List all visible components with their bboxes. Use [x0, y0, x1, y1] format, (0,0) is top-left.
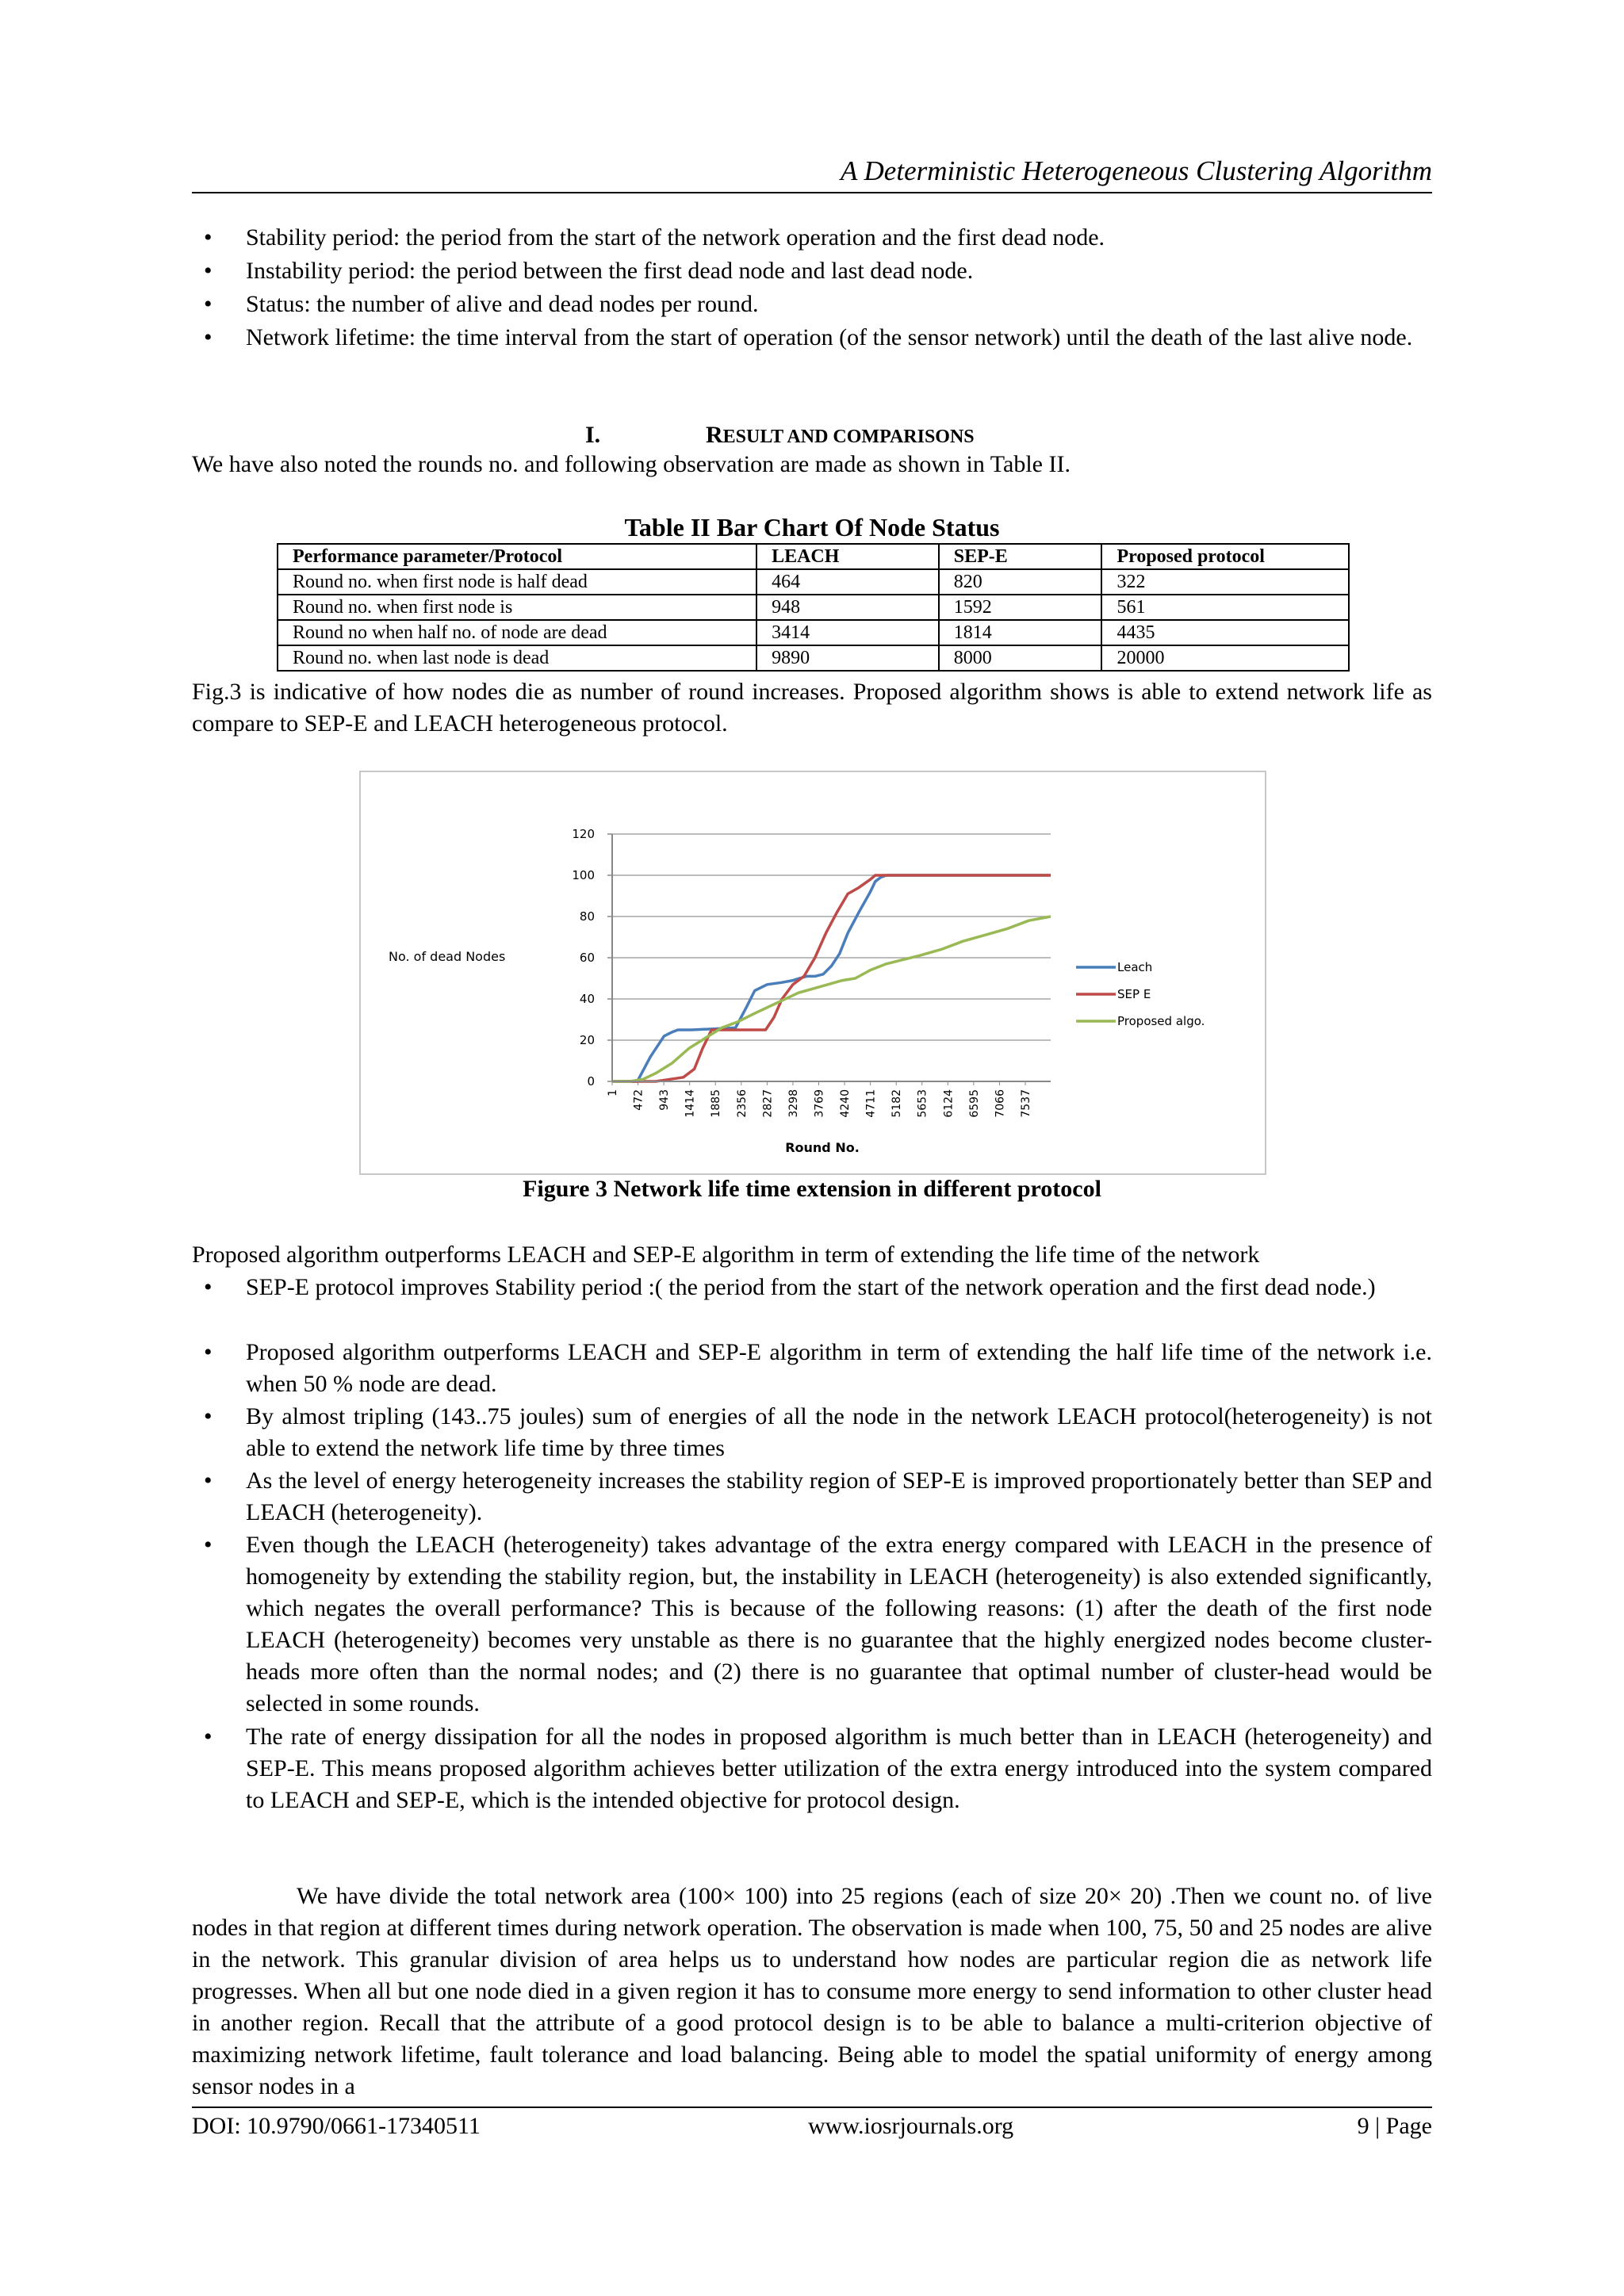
- table-cell: 8000: [939, 645, 1102, 671]
- table-cell: 3414: [756, 620, 939, 645]
- y-tick-label: 60: [579, 951, 595, 965]
- x-tick-label: 472: [632, 1089, 645, 1111]
- footer-website: www.iosrjournals.org: [808, 2113, 1014, 2139]
- x-tick-label: 5182: [891, 1089, 904, 1118]
- bullet-item: • Proposed algorithm outperforms LEACH and SEP-E algorithm in term of extending the half life time of the network i.e. when 50 % node are dead.: [192, 1337, 1432, 1400]
- table-cell: Round no. when first node is: [278, 595, 756, 620]
- table-row: [278, 569, 1349, 595]
- legend-label: SEP E: [1117, 987, 1151, 1001]
- bullet-icon: •: [204, 224, 213, 251]
- legend-label: Leach: [1117, 960, 1153, 974]
- x-axis-label: Round No.: [785, 1140, 860, 1155]
- post-figure-text: Proposed algorithm outperforms LEACH and SEP-E algorithm in term of extending the life time of the network: [192, 1242, 1260, 1268]
- x-tick-label: 6595: [967, 1089, 981, 1118]
- x-tick-label: 1885: [710, 1089, 723, 1118]
- x-tick-label: 4711: [864, 1089, 878, 1118]
- bullet-icon: •: [204, 324, 213, 350]
- table-cell: Round no when half no. of node are dead: [278, 620, 756, 645]
- bullet-icon: •: [204, 1274, 213, 1300]
- y-tick-label: 100: [572, 868, 595, 882]
- table-cell: 948: [756, 595, 939, 620]
- bullet-icon: •: [204, 291, 213, 317]
- table-header-cell: LEACH: [756, 544, 939, 569]
- definition-item: • Instability period: the period between the first dead node and last dead node.: [192, 255, 1432, 287]
- definition-item: • Status: the number of alive and dead nodes per round.: [192, 289, 1432, 320]
- table-cell: 561: [1101, 595, 1349, 620]
- footer-rule: [192, 2107, 1432, 2108]
- x-tick-label: 2827: [761, 1089, 775, 1118]
- chart-legend: [1076, 960, 1205, 1028]
- section-title: RESULT AND COMPARISONS: [706, 422, 975, 448]
- y-tick-label: 20: [579, 1033, 595, 1047]
- y-tick-label: 40: [579, 992, 595, 1006]
- dead-nodes-line-chart: [361, 772, 1265, 1173]
- table-cell: Round no. when last node is dead: [278, 645, 756, 671]
- node-status-table: [277, 543, 1350, 672]
- table-cell: 4435: [1101, 620, 1349, 645]
- running-header: A Deterministic Heterogeneous Clustering Algorithm: [841, 155, 1432, 186]
- table-cell: 1814: [939, 620, 1102, 645]
- x-tick-label: 5653: [916, 1089, 929, 1118]
- x-tick-label: 943: [658, 1089, 672, 1111]
- series-lines: [612, 875, 1051, 1081]
- x-tick-label: 1: [607, 1089, 619, 1096]
- x-tick-label: 7537: [1019, 1089, 1032, 1118]
- table-cell: Round no. when first node is half dead: [278, 569, 756, 595]
- x-tick-label: 4240: [839, 1089, 852, 1118]
- table-header-row: [278, 544, 1349, 569]
- bullet-icon: •: [204, 1403, 213, 1429]
- footer-doi: DOI: 10.9790/0661-17340511: [192, 2113, 481, 2139]
- table-caption: Table II Bar Chart Of Node Status: [624, 513, 1000, 541]
- table-row: [278, 645, 1349, 671]
- x-axis-ticks: [607, 1081, 1032, 1118]
- intro-text: We have also noted the rounds no. and following observation are made as shown in Table II.: [192, 451, 1071, 477]
- y-tick-label: 120: [572, 827, 595, 841]
- x-tick-label: 1414: [684, 1089, 697, 1118]
- footer-page-number: 9 | Page: [1357, 2113, 1432, 2139]
- bullet-icon: •: [204, 1468, 213, 1494]
- bullet-icon: •: [204, 258, 213, 284]
- bullet-item: • Even though the LEACH (heterogeneity) takes advantage of the extra energy compared with LEACH in the presence of homogeneity by extending the stability region, but, the instability in LEACH (heterogeneity) is also extended significantly, which negates the overall performance? This is because of the following reasons: (1) after the death of the first node LEACH (heterogeneity) becomes very unstable as there is no guarantee that the highly energized nodes become cluster-heads more often than the normal nodes; and (2) there is no guarantee that optimal number of cluster-head would be selected in some rounds.: [192, 1529, 1432, 1720]
- table-row: [278, 595, 1349, 620]
- x-tick-label: 7066: [994, 1089, 1007, 1118]
- table-cell: 322: [1101, 569, 1349, 595]
- header-rule: [192, 192, 1432, 193]
- definition-item: • Stability period: the period from the start of the network operation and the first dead node.: [192, 222, 1432, 254]
- final-paragraph: We have divide the total network area (100× 100) into 25 regions (each of size 20× 20) .Then we count no. of live nodes in that region at different times during network operation. The observation is made when 100, 75, 50 and 25 nodes are alive in the network. This granular division of area helps us to understand how nodes are particular region die as network life progresses. When all but one node died in a given region it has to consume more energy to send information to other cluster head in another region. Recall that the attribute of a good protocol design is to be able to balance a multi-criterion objective of maximizing network lifetime, fault tolerance and load balancing. Being able to model the spatial uniformity of energy among sensor nodes in a: [192, 1883, 1432, 2099]
- y-axis-ticks: [572, 827, 612, 1089]
- bullet-icon: •: [204, 1339, 213, 1365]
- table-cell: 20000: [1101, 645, 1349, 671]
- series-line-leach: [612, 875, 1051, 1081]
- x-tick-label: 2356: [735, 1089, 749, 1118]
- bullet-item: • SEP-E protocol improves Stability period :( the period from the start of the network operation and the first dead node.): [192, 1272, 1432, 1303]
- table-header-cell: SEP-E: [939, 544, 1102, 569]
- figure-caption: Figure 3 Network life time extension in different protocol: [523, 1176, 1101, 1202]
- table-cell: 1592: [939, 595, 1102, 620]
- grid-lines: [612, 834, 1051, 1040]
- table-cell: 464: [756, 569, 939, 595]
- series-line-sep-e: [612, 875, 1051, 1081]
- after-table-text: Fig.3 is indicative of how nodes die as number of round increases. Proposed algorithm shows is able to extend network life as compare to SEP-E and LEACH heterogeneous protocol.: [192, 679, 1432, 737]
- x-tick-label: 6124: [942, 1089, 956, 1118]
- table-cell: 9890: [756, 645, 939, 671]
- section-number: I.: [585, 422, 601, 448]
- definition-item: • Network lifetime: the time interval from the start of operation (of the sensor network) until the death of the last alive node.: [192, 322, 1432, 354]
- y-axis-label: No. of dead Nodes: [389, 949, 506, 964]
- y-tick-label: 0: [587, 1074, 595, 1089]
- table-row: [278, 620, 1349, 645]
- table-header-cell: Proposed protocol: [1101, 544, 1349, 569]
- bullet-icon: •: [204, 1532, 213, 1558]
- bullet-icon: •: [204, 1724, 213, 1750]
- table-header-cell: Performance parameter/Protocol: [278, 544, 756, 569]
- y-tick-label: 80: [579, 909, 595, 924]
- x-tick-label: 3298: [787, 1089, 800, 1118]
- bullet-item: • As the level of energy heterogeneity increases the stability region of SEP-E is improved proportionately better than SEP and LEACH (heterogeneity).: [192, 1465, 1432, 1529]
- legend-label: Proposed algo.: [1117, 1014, 1205, 1028]
- x-tick-label: 3769: [813, 1089, 826, 1118]
- bullet-item: • By almost tripling (143..75 joules) sum of energies of all the node in the network LEACH protocol(heterogeneity) is not able to extend the network life time by three times: [192, 1401, 1432, 1464]
- table-cell: 820: [939, 569, 1102, 595]
- figure-frame: [359, 771, 1266, 1175]
- bullet-item: • The rate of energy dissipation for all the nodes in proposed algorithm is much better than in LEACH (heterogeneity) and SEP-E. This means proposed algorithm achieves better utilization of the extra energy introduced into the system compared to LEACH and SEP-E, which is the intended objective for protocol design.: [192, 1721, 1432, 1816]
